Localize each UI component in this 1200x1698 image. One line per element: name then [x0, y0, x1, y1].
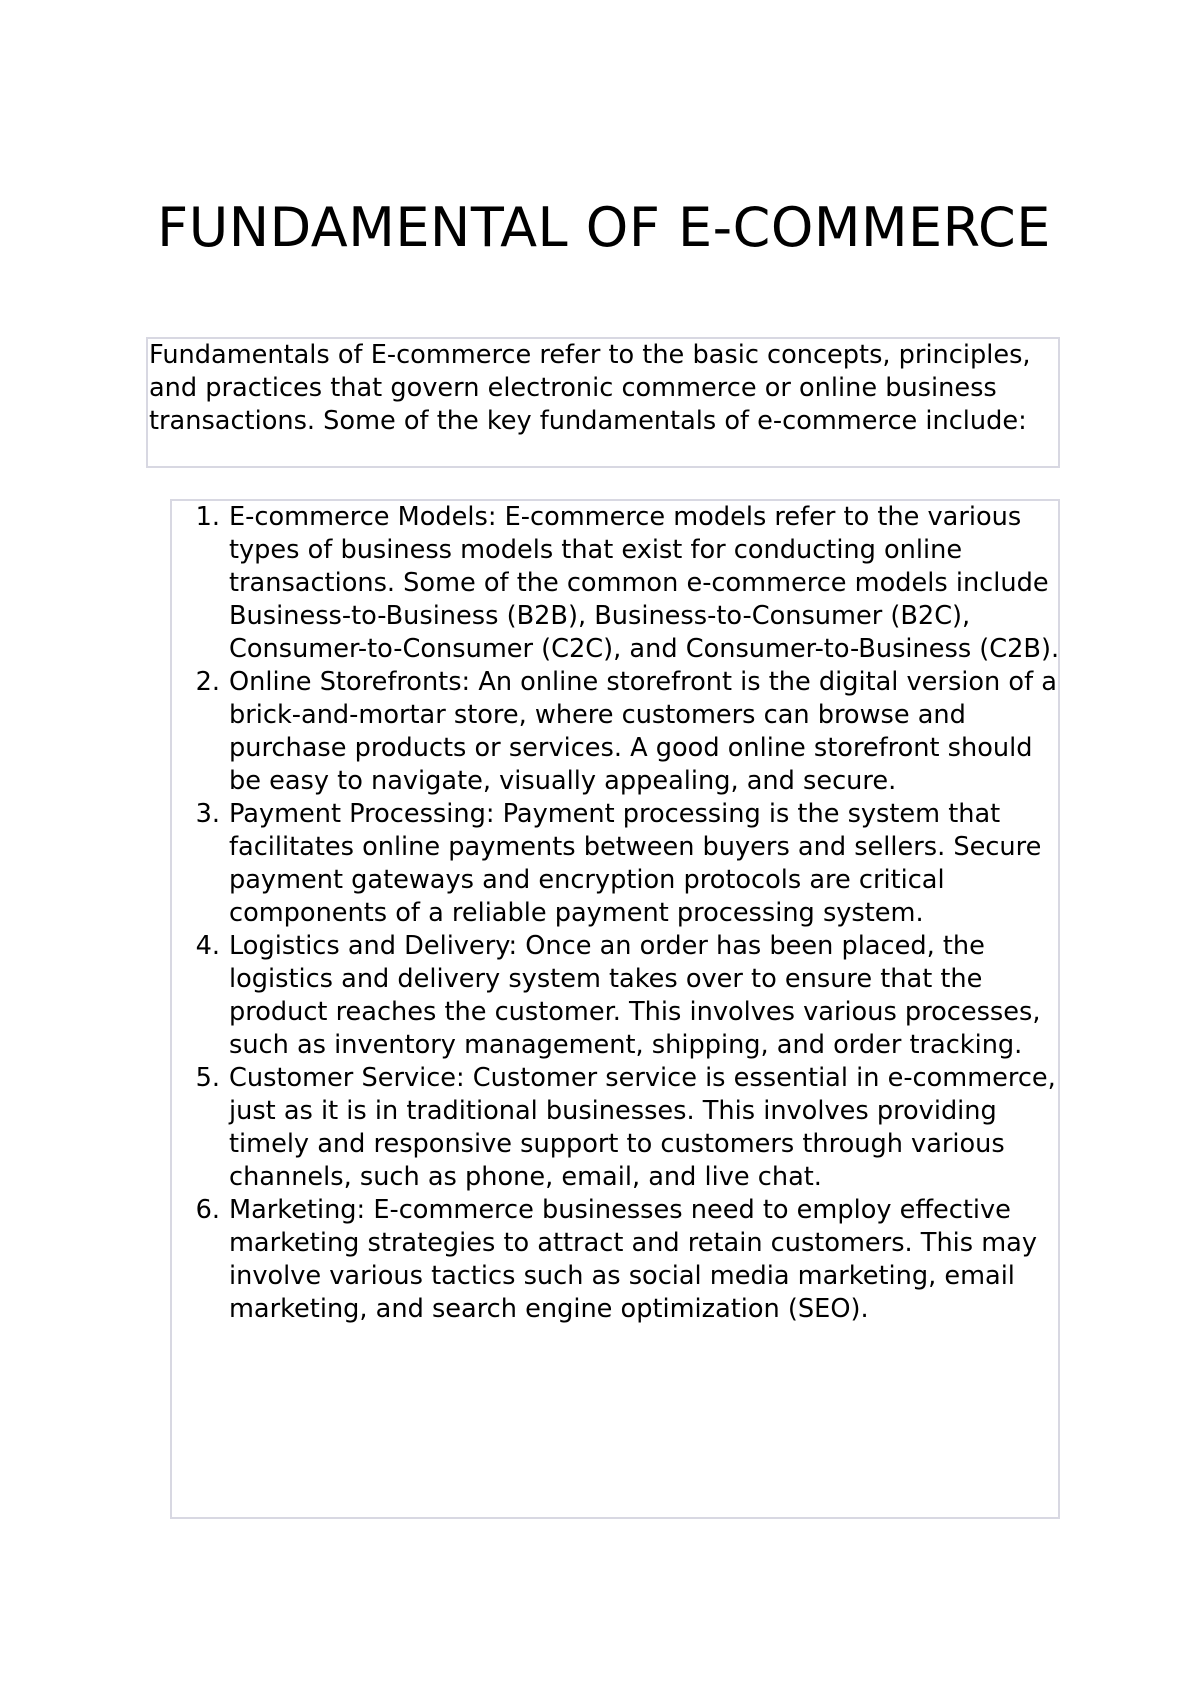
fundamentals-list-box — [170, 499, 1060, 1519]
list-item-number: 6. — [195, 1195, 220, 1225]
list-item-text: Customer Service: Customer service is essential in e-commerce, just as it is in traditional businesses. This involves providing timely and responsive support to customers through various channels, such as phone, email, and live chat. — [229, 1063, 1056, 1192]
list-item — [172, 798, 1060, 930]
list-item-text: Logistics and Delivery: Once an order has been placed, the logistics and delivery system takes over to ensure that the product reaches the customer. This involves various processes, such as inventory management, shipping, and order tracking. — [229, 931, 1041, 1060]
intro-paragraph: Fundamentals of E-commerce refer to the basic concepts, principles, and practices that govern electronic commerce or online business transactions. Some of the key fundamentals of e-commerce include: — [149, 340, 1031, 436]
list-item-number: 4. — [195, 931, 220, 961]
list-item-text: Online Storefronts: An online storefront is the digital version of a brick-and-mortar store, where customers can browse and purchase products or services. A good online storefront should be easy to navigate, visually appealing, and secure. — [229, 667, 1057, 796]
fundamentals-list — [172, 501, 1060, 1326]
list-item-text: Marketing: E-commerce businesses need to employ effective marketing strategies to attract and retain customers. This may involve various tactics such as social media marketing, email marketing, and search engine optimization (SEO). — [229, 1195, 1038, 1324]
list-item-text: Payment Processing: Payment processing is the system that facilitates online payments between buyers and sellers. Secure payment gateways and encryption protocols are critical components of a reliable payment processing system. — [229, 799, 1042, 928]
list-item — [172, 666, 1060, 798]
list-item — [172, 930, 1060, 1062]
list-item — [172, 501, 1060, 666]
list-item-number: 2. — [195, 667, 220, 697]
intro-box — [146, 337, 1060, 468]
document-title: FUNDAMENTAL OF E-COMMERCE — [157, 196, 1051, 259]
list-item-text: E-commerce Models: E-commerce models refer to the various types of business models that exist for conducting online transactions. Some of the common e-commerce models include Business-to-Business (B2B), Business-to-Consumer (B2C), Consumer-to-Consumer (C2C), and Consumer-to-Business (C2B). — [229, 502, 1060, 664]
list-item-number: 5. — [195, 1063, 220, 1093]
list-item — [172, 1062, 1060, 1194]
list-item-number: 3. — [195, 799, 220, 829]
list-item — [172, 1194, 1060, 1326]
list-item-number: 1. — [195, 502, 220, 532]
